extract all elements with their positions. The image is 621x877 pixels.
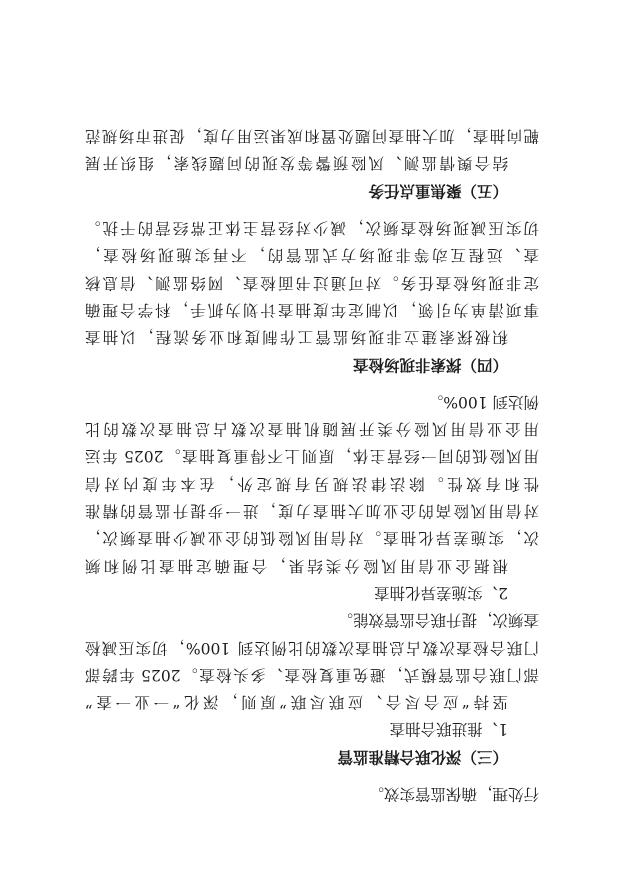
paragraph-line: 门联合检查次数占总抽查次数的比例达到 100%，切实压减检 [85,638,539,657]
section-heading-4: （四）探索非现场检查 [352,355,508,374]
paragraph-line: 例达到 100%。 [427,392,539,411]
paragraph-line: 用企业信用风险分类开展随机抽查次数占总抽查次数的比 [85,420,539,439]
paragraph-line: 用风险低的同一经营主体，原则上不得重复抽查。2025 年运 [85,447,539,466]
paragraph-line: 查、远程互动等非现场方式监管的，不再实施现场检查， [85,246,539,265]
section-heading-3: （三）深化联合精准监管 [337,747,508,766]
paragraph-line: 行处理，确保监管实效。 [368,785,539,803]
paragraph-line: 定非现场检查任务。对可通过书面检查、网络监测、信息核 [85,273,539,292]
paragraph-line: 切实压减现场检查频次，减少对经营主体正常经营的干扰。 [85,219,539,238]
paragraph-line: 根据企业信用风险分类结果，合理确定抽查比例和频 [85,556,508,575]
paragraph-line: 部门联合监管模式，避免重复检查、多头检查。2025 年跨部 [85,665,539,684]
paragraph-line: 积极探索建立非现场监管工作制度和业务流程，以抽查 [85,328,508,347]
document-body [85,122,539,807]
paragraph-line: 坚持“应合尽合、应联尽联”原则，深化“一业一查” [85,693,508,712]
paragraph-line: 次，实施差异化抽查。对信用风险低的企业减少抽查频次， [85,529,539,548]
subsection-heading: 2、实施差异化抽查 [374,583,508,602]
paragraph-line: 性和有效性。除法律法规另有规定外，在本年度内对信 [85,474,539,493]
paragraph-line: 事项清单为引领，以制定年度抽查计划为抓手，科学合理确 [85,300,539,319]
paragraph-line: 结合舆情监测、风险预警等发现的问题线索，组织开展 [85,154,508,173]
paragraph-line: 查频次，提升联合监管效能。 [337,611,539,630]
paragraph-line: 靶向抽查，加大抽查问题处置和成果运用力度，促进市场规范 [85,127,539,146]
paragraph-line: 对信用风险高的企业加大抽查力度，进一步提升监管的精准 [85,502,539,521]
subsection-heading: 1、推进联合抽查 [389,720,508,739]
section-heading-5: （五）聚焦重点任务 [368,181,508,200]
